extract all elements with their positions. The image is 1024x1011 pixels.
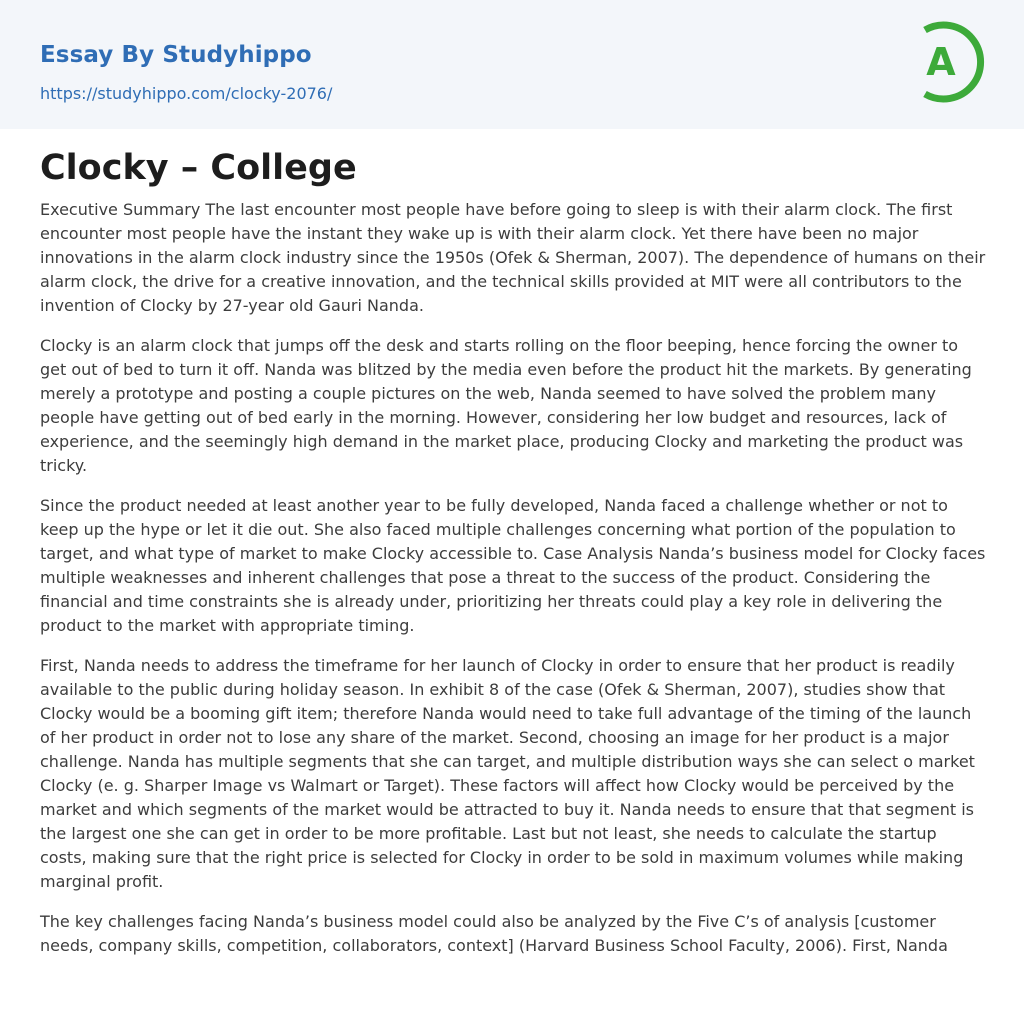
- logo-letter: A: [926, 40, 956, 84]
- paragraph-3: Since the product needed at least another year to be fully developed, Nanda faced a challenge whether or not to keep up the hype or let it die out. She also faced multiple challenges concerning what portion of the population to target, and what type of market to make Clocky accessible to. Case Analysis Nanda’s business model for Clocky faces multiple weaknesses and inherent challenges that pose a threat to the success of the product. Considering the financial and time constraints she is already under, prioritizing her threats could play a key role in delivering the product to the market with appropriate timing.: [40, 496, 986, 635]
- site-brand[interactable]: Essay By Studyhippo: [40, 42, 312, 68]
- paragraph-2: Clocky is an alarm clock that jumps off the desk and starts rolling on the floor beeping, hence forcing the owner to get out of bed to turn it off. Nanda was blitzed by the media even before the product hit the markets. By generating merely a prototype and posting a couple pictures on the web, Nanda seemed to have solved the problem many people have getting out of bed early in the morning. However, considering her low budget and resources, lack of experience, and the seemingly high demand in the market place, producing Clocky and marketing the product was tricky.: [40, 336, 972, 475]
- paragraph-4: First, Nanda needs to address the timeframe for her launch of Clocky in order to ensure that her product is readily available to the public during holiday season. In exhibit 8 of the case (Ofek & Sherman, 2007), studies show that Clocky would be a booming gift item; therefore Nanda would need to take full advantage of the timing of the launch of her product in order not to lose any share of the market. Second, choosing an image for her product is a major challenge. Nanda has multiple segments that she can target, and multiple distribution ways she can select o market Clocky (e. g. Sharper Image vs Walmart or Target). These factors will affect how Clocky would be perceived by the market and which segments of the market would be attracted to buy it. Nanda needs to ensure that that segment is the largest one she can get in order to be more profitable. Last but not least, she needs to calculate the startup costs, making sure that the right price is selected for Clocky in order to be sold in maximum volumes while making marginal profit.: [40, 656, 975, 891]
- studyhippo-logo-icon[interactable]: [908, 18, 988, 106]
- article-url-link[interactable]: https://studyhippo.com/clocky-2076/: [40, 84, 333, 103]
- paragraph-5: The key challenges facing Nanda’s business model could also be analyzed by the Five C’s of analysis [customer needs, company skills, competition, collaborators, context] (Harvard Business School Faculty, 2006). First, Nanda: [40, 912, 948, 955]
- site-header: [0, 0, 1024, 129]
- article-title: Clocky – College: [40, 148, 357, 188]
- paragraph-1: Executive Summary The last encounter most people have before going to sleep is with their alarm clock. The first encounter most people have the instant they wake up is with their alarm clock. Yet there have been no major innovations in the alarm clock industry since the 1950s (Ofek & Sherman, 2007). The dependence of humans on their alarm clock, the drive for a creative innovation, and the technical skills provided at MIT were all contributors to the invention of Clocky by 27-year old Gauri Nanda.: [40, 200, 986, 315]
- article-content: [40, 144, 988, 974]
